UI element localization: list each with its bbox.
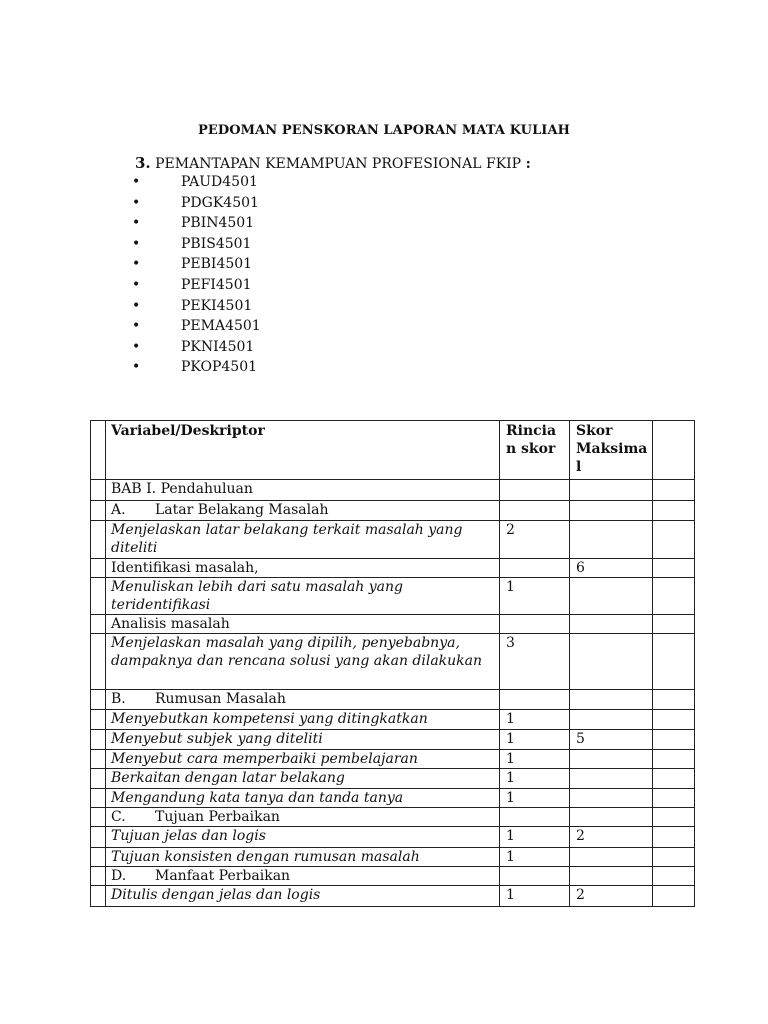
table-cell bbox=[91, 634, 106, 690]
course-code: PKNI4501 bbox=[181, 338, 255, 355]
table-row bbox=[91, 710, 695, 730]
table-cell bbox=[91, 886, 106, 907]
table-cell bbox=[653, 886, 695, 907]
table-cell bbox=[653, 848, 695, 867]
rincian-cell bbox=[500, 501, 570, 521]
table-cell bbox=[653, 827, 695, 848]
table-row bbox=[91, 578, 695, 615]
table-cell bbox=[653, 559, 695, 578]
descriptor-cell: Tujuan jelas dan logis bbox=[106, 827, 500, 848]
course-code: PKOP4501 bbox=[181, 359, 258, 376]
rincian-cell: 1 bbox=[500, 710, 570, 730]
descriptor-cell: Menjelaskan masalah yang dipilih, penyebabnya, dampaknya dan rencana solusi yang akan dilakukan bbox=[106, 634, 500, 690]
table-row bbox=[91, 480, 695, 501]
table-cell bbox=[653, 615, 695, 634]
descriptor-cell: A. Latar Belakang Masalah bbox=[106, 501, 500, 521]
scoring-table bbox=[90, 420, 695, 907]
bullet-icon: • bbox=[132, 297, 141, 314]
list-item bbox=[132, 316, 261, 337]
descriptor-cell: Identifikasi masalah, bbox=[106, 559, 500, 578]
list-item bbox=[132, 357, 261, 378]
table-cell bbox=[653, 808, 695, 827]
table-cell bbox=[91, 827, 106, 848]
list-item bbox=[132, 275, 261, 296]
descriptor-cell: BAB I. Pendahuluan bbox=[106, 480, 500, 501]
descriptor-cell: Ditulis dengan jelas dan logis bbox=[106, 886, 500, 907]
table-row bbox=[91, 886, 695, 907]
course-code: PEKI4501 bbox=[181, 297, 253, 314]
course-list bbox=[132, 172, 261, 378]
section-letter: B. bbox=[111, 691, 126, 707]
descriptor-cell: Menyebutkan kompetensi yang ditingkatkan bbox=[106, 710, 500, 730]
descriptor-cell: Menyebut subjek yang diteliti bbox=[106, 730, 500, 750]
table-cell bbox=[91, 501, 106, 521]
course-code: PAUD4501 bbox=[181, 174, 258, 190]
skor-cell: 2 bbox=[570, 827, 653, 848]
table-cell bbox=[653, 421, 695, 480]
rincian-cell bbox=[500, 615, 570, 634]
descriptor-cell: D. Manfaat Perbaikan bbox=[106, 867, 500, 886]
descriptor-cell: B. Rumusan Masalah bbox=[106, 690, 500, 710]
skor-cell bbox=[570, 769, 653, 789]
skor-cell bbox=[570, 750, 653, 769]
descriptor-cell: Analisis masalah bbox=[106, 615, 500, 634]
list-item bbox=[132, 296, 261, 317]
bullet-icon: • bbox=[132, 338, 141, 355]
table-cell bbox=[91, 559, 106, 578]
rincian-cell: 1 bbox=[500, 848, 570, 867]
skor-cell bbox=[570, 615, 653, 634]
table-cell bbox=[653, 501, 695, 521]
skor-cell bbox=[570, 521, 653, 559]
table-row bbox=[91, 789, 695, 808]
rincian-cell bbox=[500, 480, 570, 501]
list-item bbox=[132, 337, 261, 358]
descriptor-cell: Menuliskan lebih dari satu masalah yang teridentifikasi bbox=[106, 578, 500, 615]
bullet-icon: • bbox=[132, 194, 141, 211]
table-row bbox=[91, 615, 695, 634]
course-code: PBIS4501 bbox=[181, 235, 252, 252]
table-cell bbox=[91, 730, 106, 750]
rincian-cell: 2 bbox=[500, 521, 570, 559]
rincian-cell: 1 bbox=[500, 789, 570, 808]
table-cell bbox=[653, 634, 695, 690]
header-rincian: Rincia n skor bbox=[500, 421, 570, 480]
descriptor-cell: C. Tujuan Perbaikan bbox=[106, 808, 500, 827]
skor-cell bbox=[570, 710, 653, 730]
rincian-cell: 1 bbox=[500, 769, 570, 789]
bullet-icon: • bbox=[132, 276, 141, 293]
rincian-cell bbox=[500, 867, 570, 886]
table-row bbox=[91, 750, 695, 769]
table-cell bbox=[653, 690, 695, 710]
table-cell bbox=[653, 750, 695, 769]
table-row bbox=[91, 769, 695, 789]
rincian-cell: 1 bbox=[500, 827, 570, 848]
section-letter: D. bbox=[111, 868, 127, 884]
skor-cell bbox=[570, 578, 653, 615]
descriptor-cell: Berkaitan dengan latar belakang bbox=[106, 769, 500, 789]
bullet-icon: • bbox=[132, 318, 141, 335]
table-cell bbox=[91, 789, 106, 808]
rincian-cell: 1 bbox=[500, 886, 570, 907]
section-number: 3. bbox=[135, 154, 151, 172]
descriptor-cell: Menjelaskan latar belakang terkait masalah yang diteliti bbox=[106, 521, 500, 559]
table-row bbox=[91, 867, 695, 886]
table-cell bbox=[91, 867, 106, 886]
table-row bbox=[91, 559, 695, 578]
table-cell bbox=[91, 578, 106, 615]
skor-cell: 5 bbox=[570, 730, 653, 750]
section-letter: A. bbox=[111, 502, 126, 518]
table-cell bbox=[653, 867, 695, 886]
skor-cell bbox=[570, 480, 653, 501]
list-item bbox=[132, 172, 261, 193]
rincian-cell: 3 bbox=[500, 634, 570, 690]
bullet-icon: • bbox=[132, 359, 141, 376]
table-row bbox=[91, 501, 695, 521]
table-row bbox=[91, 827, 695, 848]
course-code: PEMA4501 bbox=[181, 318, 261, 335]
section-letter: C. bbox=[111, 809, 126, 825]
table-cell bbox=[91, 690, 106, 710]
course-code: PDGK4501 bbox=[181, 194, 259, 211]
course-code: PBIN4501 bbox=[181, 215, 255, 232]
section-colon: : bbox=[525, 156, 531, 172]
table-cell bbox=[91, 769, 106, 789]
descriptor-cell: Tujuan konsisten dengan rumusan masalah bbox=[106, 848, 500, 867]
rincian-cell: 1 bbox=[500, 750, 570, 769]
bullet-icon: • bbox=[132, 174, 141, 190]
descriptor-cell: Menyebut cara memperbaiki pembelajaran bbox=[106, 750, 500, 769]
table-cell bbox=[91, 710, 106, 730]
skor-cell bbox=[570, 808, 653, 827]
table-cell bbox=[91, 750, 106, 769]
document-title: PEDOMAN PENSKORAN LAPORAN MATA KULIAH bbox=[197, 123, 571, 138]
table-cell bbox=[91, 521, 106, 559]
table-row bbox=[91, 634, 695, 690]
table-cell bbox=[653, 521, 695, 559]
course-code: PEBI4501 bbox=[181, 256, 253, 273]
rincian-cell bbox=[500, 690, 570, 710]
table-cell bbox=[91, 480, 106, 501]
table-row bbox=[91, 521, 695, 559]
table-cell bbox=[91, 848, 106, 867]
bullet-icon: • bbox=[132, 235, 141, 252]
skor-cell: 6 bbox=[570, 559, 653, 578]
table-row bbox=[91, 848, 695, 867]
skor-cell: 2 bbox=[570, 886, 653, 907]
table-row bbox=[91, 690, 695, 710]
bullet-icon: • bbox=[132, 215, 141, 232]
rincian-cell: 1 bbox=[500, 730, 570, 750]
skor-cell bbox=[570, 848, 653, 867]
list-item bbox=[132, 193, 261, 214]
table-row bbox=[91, 730, 695, 750]
table-row bbox=[91, 808, 695, 827]
table-cell bbox=[653, 730, 695, 750]
rincian-cell bbox=[500, 559, 570, 578]
skor-cell bbox=[570, 867, 653, 886]
table-cell bbox=[653, 789, 695, 808]
skor-cell bbox=[570, 501, 653, 521]
list-item bbox=[132, 254, 261, 275]
list-item bbox=[132, 234, 261, 255]
section-text: PEMANTAPAN KEMAMPUAN PROFESIONAL FKIP bbox=[155, 156, 522, 172]
skor-cell bbox=[570, 634, 653, 690]
bullet-icon: • bbox=[132, 256, 141, 273]
list-item bbox=[132, 213, 261, 234]
table-cell bbox=[653, 710, 695, 730]
table-header-row bbox=[91, 421, 695, 480]
header-skor-maksimal: Skor Maksima l bbox=[570, 421, 653, 480]
descriptor-cell: Mengandung kata tanya dan tanda tanya bbox=[106, 789, 500, 808]
skor-cell bbox=[570, 789, 653, 808]
header-descriptor: Variabel/Deskriptor bbox=[106, 421, 500, 480]
table-cell bbox=[91, 615, 106, 634]
course-code: PEFI4501 bbox=[181, 276, 252, 293]
rincian-cell bbox=[500, 808, 570, 827]
rincian-cell: 1 bbox=[500, 578, 570, 615]
section-heading bbox=[135, 154, 531, 172]
table-cell bbox=[91, 421, 106, 480]
table-cell bbox=[653, 480, 695, 501]
table-cell bbox=[653, 578, 695, 615]
skor-cell bbox=[570, 690, 653, 710]
table-cell bbox=[653, 769, 695, 789]
table-cell bbox=[91, 808, 106, 827]
